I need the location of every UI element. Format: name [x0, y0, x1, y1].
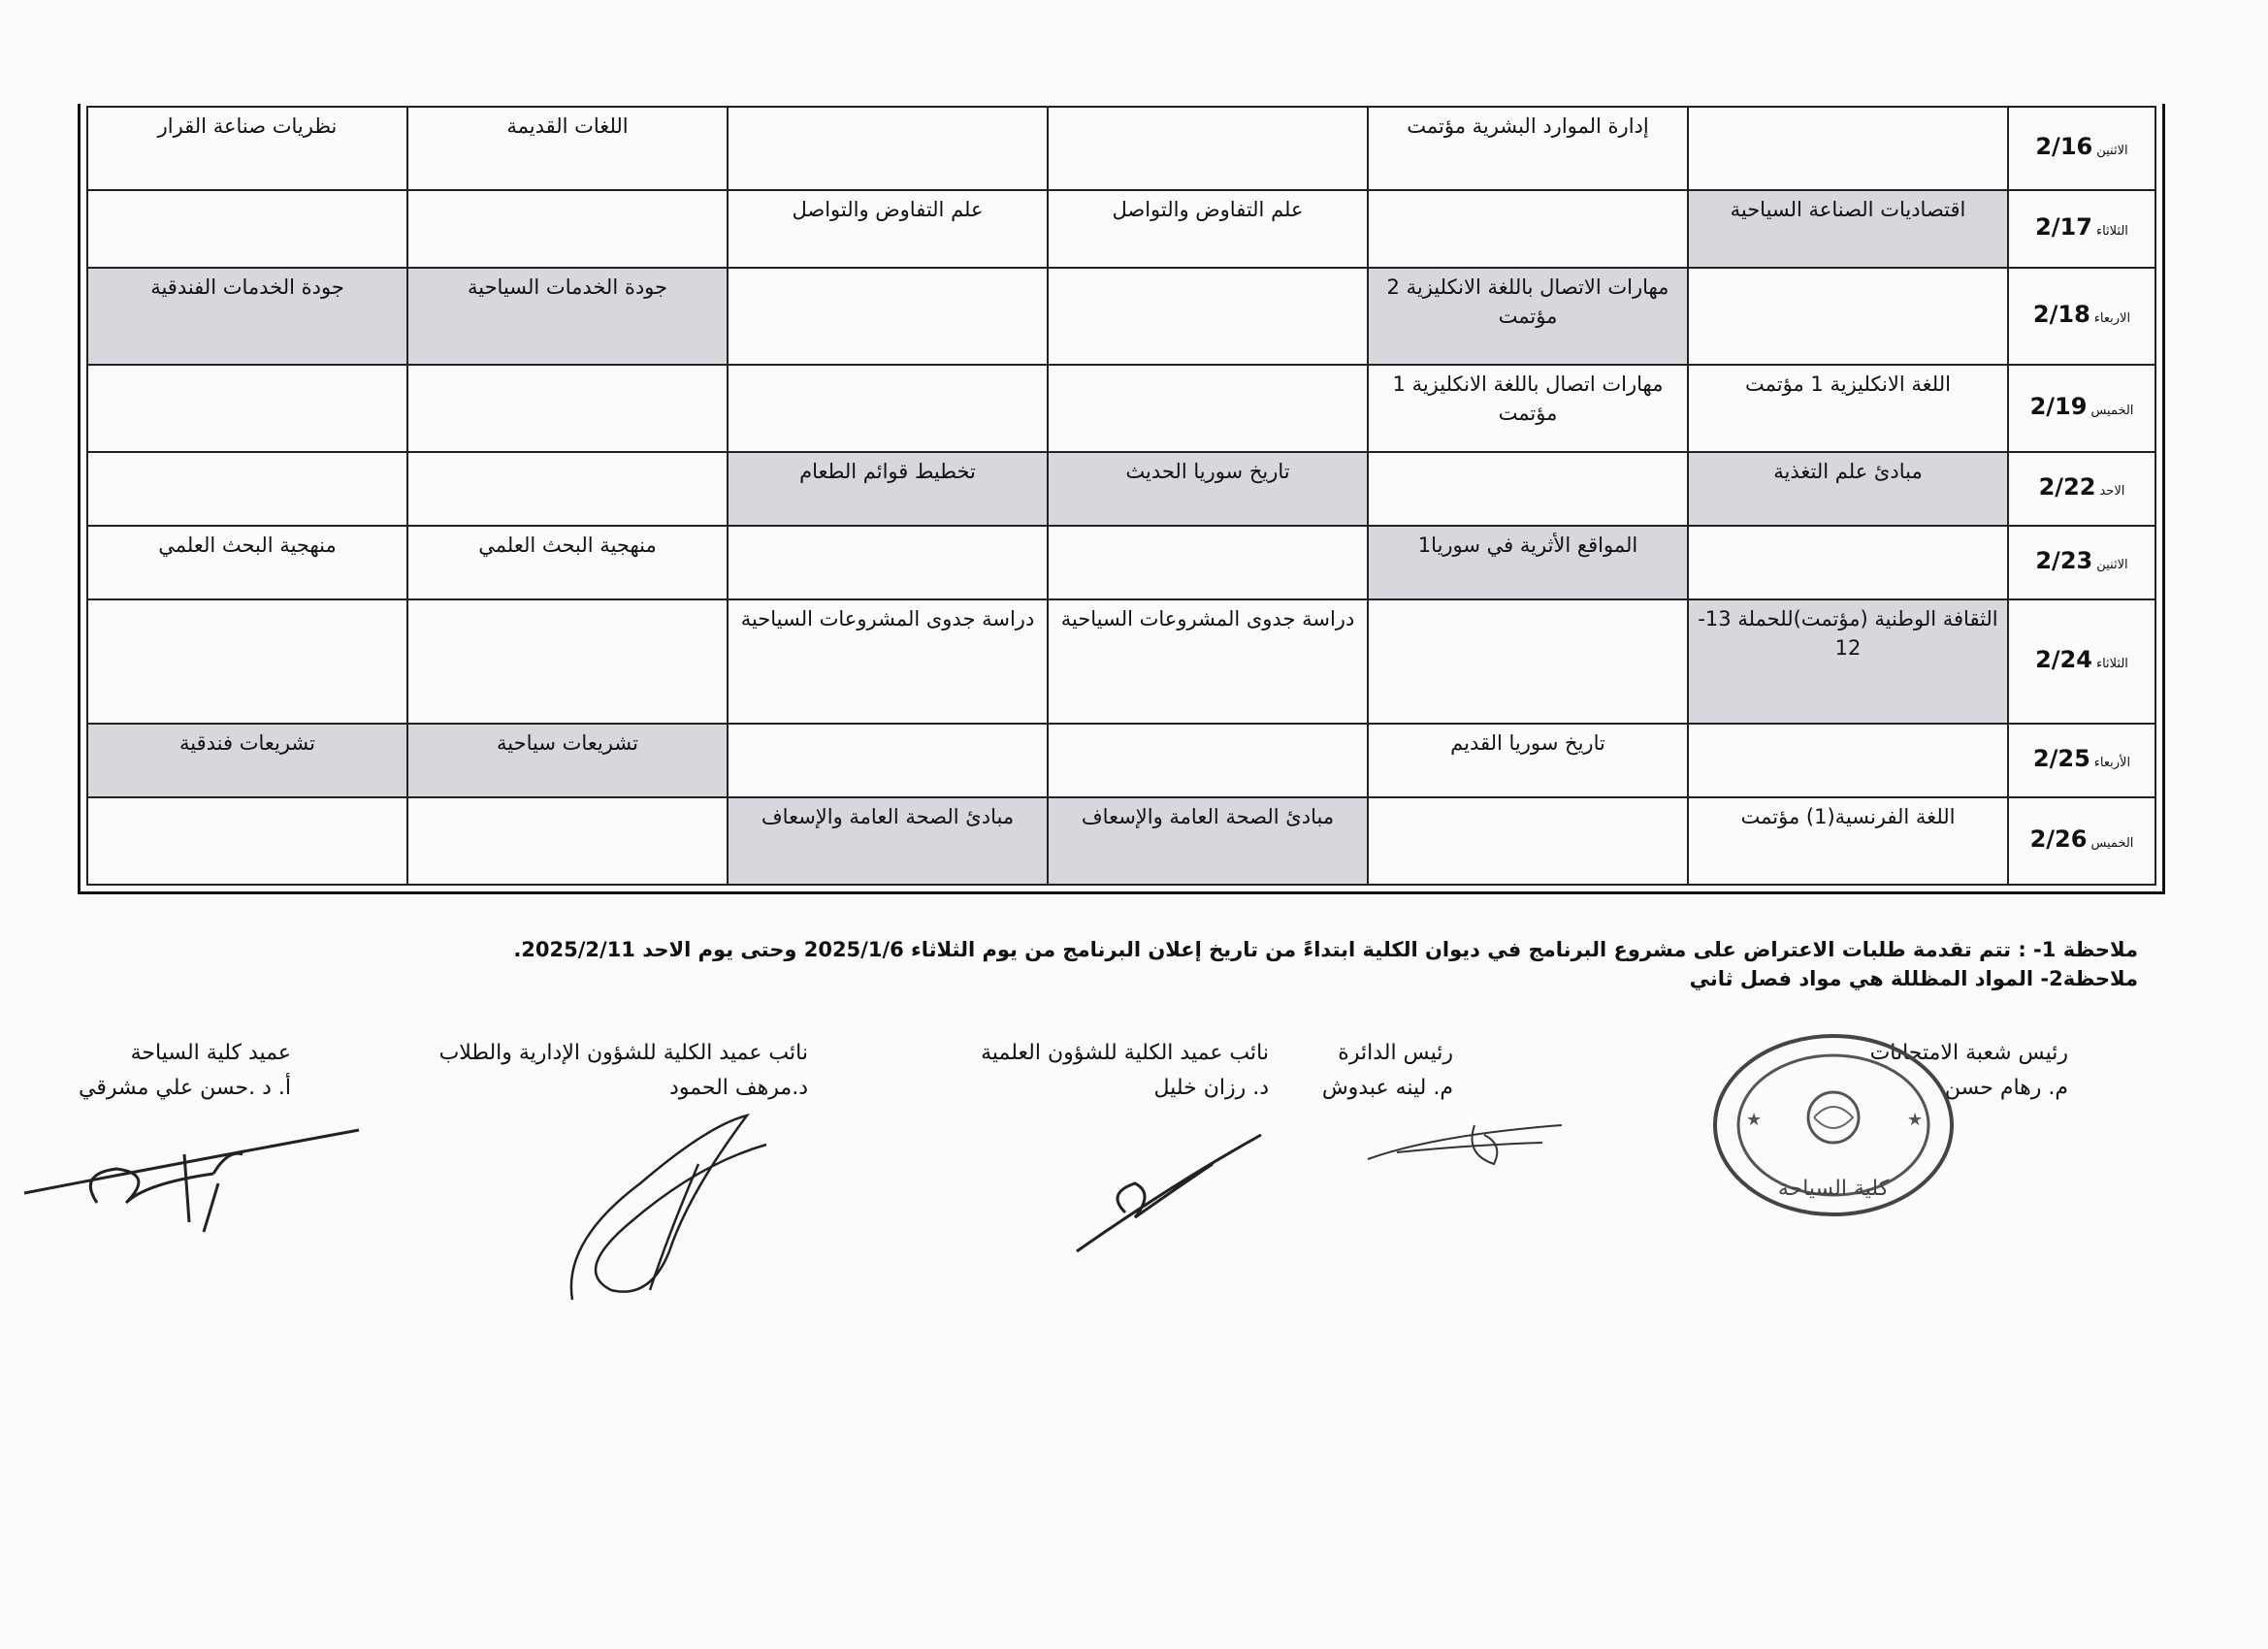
subject-cell — [728, 268, 1048, 365]
day-date: 2/22 — [2038, 472, 2096, 501]
signature-scrawl-vice-dean-science — [1067, 1125, 1271, 1261]
subject-cell — [1688, 526, 2008, 599]
signature-name: د.مرهف الحمود — [669, 1076, 808, 1100]
day-date: 2/17 — [2035, 212, 2092, 241]
signature-name: د. رزان خليل — [1153, 1076, 1269, 1100]
subject-cell: تشريعات فندقية — [87, 724, 407, 797]
subject-cell: تخطيط قوائم الطعام — [728, 452, 1048, 526]
subject-cell — [407, 599, 728, 724]
subject-cell — [87, 599, 407, 724]
subject-cell — [728, 365, 1048, 452]
day-cell — [2008, 268, 2155, 365]
exam-schedule-table — [86, 106, 2156, 886]
day-date: 2/25 — [2032, 744, 2090, 772]
subject-cell — [1368, 190, 1688, 268]
subject-cell — [728, 724, 1048, 797]
subject-cell: جودة الخدمات السياحية — [407, 268, 728, 365]
subject-cell — [407, 797, 728, 885]
svg-text:★: ★ — [1746, 1110, 1763, 1130]
subject-cell — [1048, 526, 1368, 599]
subject-cell: تشريعات سياحية — [407, 724, 728, 797]
day-date: 2/24 — [2035, 645, 2092, 673]
signature-title: نائب عميد الكلية للشؤون العلمية — [981, 1041, 1269, 1065]
day-date: 2/19 — [2029, 392, 2088, 420]
day-date: 2/26 — [2029, 824, 2088, 853]
schedule-row — [87, 190, 2155, 268]
schedule-row — [87, 107, 2155, 190]
signature-title: رئيس شعبة الامتحانات — [1869, 1041, 2068, 1065]
subject-cell: منهجية البحث العلمي — [407, 526, 728, 599]
schedule-row — [87, 526, 2155, 599]
subject-cell — [87, 452, 407, 526]
subject-cell — [407, 365, 728, 452]
signature-title: نائب عميد الكلية للشؤون الإدارية والطلاب — [438, 1041, 808, 1065]
subject-cell: مهارات اتصال باللغة الانكليزية 1 مؤتمت — [1368, 365, 1688, 452]
subject-cell — [1368, 797, 1688, 885]
day-name: الاثنين — [2096, 557, 2128, 572]
signature-scrawl-dept — [1358, 1106, 1571, 1174]
subject-cell — [407, 452, 728, 526]
official-stamp — [1707, 1028, 1960, 1222]
subject-cell — [1688, 107, 2008, 190]
subject-cell — [1048, 107, 1368, 190]
subject-cell — [1048, 365, 1368, 452]
day-name: الثلاثاء — [2095, 223, 2128, 239]
schedule-row — [87, 452, 2155, 526]
subject-cell: اللغة الفرنسية(1) مؤتمت — [1688, 797, 2008, 885]
subject-cell: مبادئ الصحة العامة والإسعاف — [728, 797, 1048, 885]
subject-cell: نظريات صناعة القرار — [87, 107, 407, 190]
subject-cell — [1368, 452, 1688, 526]
subject-cell: مبادئ الصحة العامة والإسعاف — [1048, 797, 1368, 885]
subject-cell: المواقع الأثرية في سوريا1 — [1368, 526, 1688, 599]
day-cell — [2008, 452, 2155, 526]
subject-cell: منهجية البحث العلمي — [87, 526, 407, 599]
day-name: الخميس — [2090, 403, 2134, 418]
exam-schedule-frame — [78, 104, 2165, 894]
day-name: الخميس — [2090, 835, 2134, 851]
schedule-row — [87, 797, 2155, 885]
day-name: الاثنين — [2096, 143, 2128, 158]
subject-cell: مبادئ علم التغذية — [1688, 452, 2008, 526]
day-name: الاربعاء — [2093, 310, 2131, 326]
subject-cell: علم التفاوض والتواصل — [728, 190, 1048, 268]
signature-title: عميد كلية السياحة — [130, 1041, 291, 1065]
day-cell — [2008, 190, 2155, 268]
signature-name: م. لينه عبدوش — [1321, 1076, 1453, 1100]
subject-cell — [87, 797, 407, 885]
subject-cell — [728, 107, 1048, 190]
signature-title: رئيس الدائرة — [1338, 1041, 1453, 1065]
notes-block — [489, 935, 2138, 993]
subject-cell — [1688, 724, 2008, 797]
schedule-row — [87, 268, 2155, 365]
subject-cell: إدارة الموارد البشرية مؤتمت — [1368, 107, 1688, 190]
day-cell — [2008, 724, 2155, 797]
subject-cell: دراسة جدوى المشروعات السياحية — [728, 599, 1048, 724]
subject-cell — [1048, 268, 1368, 365]
signature-dean — [79, 1036, 291, 1106]
signature-name: أ. د .حسن علي مشرقي — [79, 1076, 291, 1100]
subject-cell: علم التفاوض والتواصل — [1048, 190, 1368, 268]
subject-cell — [1368, 599, 1688, 724]
day-name: الاحد — [2099, 483, 2125, 499]
day-cell — [2008, 599, 2155, 724]
subject-cell: اللغات القديمة — [407, 107, 728, 190]
note-objections: ملاحظة 1- : تتم تقدمة طلبات الاعتراض على مشروع البرنامج في ديوان الكلية ابتداءً من تاريخ إعلان البرنامج من يوم الثلاثاء 2025/1/6 وحتى يوم الاحد 2025/2/11. — [513, 938, 2138, 961]
signature-scrawl-vice-dean-admin — [553, 1106, 786, 1310]
subject-cell — [1688, 268, 2008, 365]
day-cell — [2008, 797, 2155, 885]
signature-department-head — [1322, 1036, 1453, 1106]
subject-cell — [407, 190, 728, 268]
subject-cell: مهارات الاتصال باللغة الانكليزية 2 مؤتمت — [1368, 268, 1688, 365]
subject-cell — [87, 365, 407, 452]
day-date: 2/23 — [2035, 546, 2093, 574]
subject-cell: الثقافة الوطنية (مؤتمت)للحملة 13-12 — [1688, 599, 2008, 724]
day-cell — [2008, 526, 2155, 599]
subject-cell — [1048, 724, 1368, 797]
schedule-row — [87, 365, 2155, 452]
signature-scrawl-dean — [19, 1116, 369, 1251]
signature-vice-dean-science — [981, 1036, 1269, 1106]
day-name: الأربعاء — [2093, 755, 2131, 770]
day-name: الثلاثاء — [2095, 656, 2128, 671]
subject-cell: تاريخ سوريا الحديث — [1048, 452, 1368, 526]
subject-cell: اللغة الانكليزية 1 مؤتمت — [1688, 365, 2008, 452]
day-date: 2/16 — [2035, 132, 2093, 160]
subject-cell: دراسة جدوى المشروعات السياحية — [1048, 599, 1368, 724]
subject-cell: جودة الخدمات الفندقية — [87, 268, 407, 365]
day-cell — [2008, 107, 2155, 190]
svg-text:★: ★ — [1907, 1110, 1924, 1130]
day-date: 2/18 — [2032, 300, 2090, 328]
subject-cell — [728, 526, 1048, 599]
schedule-row — [87, 724, 2155, 797]
day-cell — [2008, 365, 2155, 452]
stamp-text: كلية السياحة — [1777, 1177, 1890, 1201]
signature-vice-dean-admin — [439, 1036, 808, 1106]
signature-name: م. رهام حسن — [1944, 1076, 2068, 1100]
schedule-row — [87, 599, 2155, 724]
note-shaded-subjects: ملاحظة2- المواد المظللة هي مواد فصل ثاني — [1689, 967, 2138, 990]
subject-cell — [87, 190, 407, 268]
subject-cell: اقتصاديات الصناعة السياحية — [1688, 190, 2008, 268]
subject-cell: تاريخ سوريا القديم — [1368, 724, 1688, 797]
